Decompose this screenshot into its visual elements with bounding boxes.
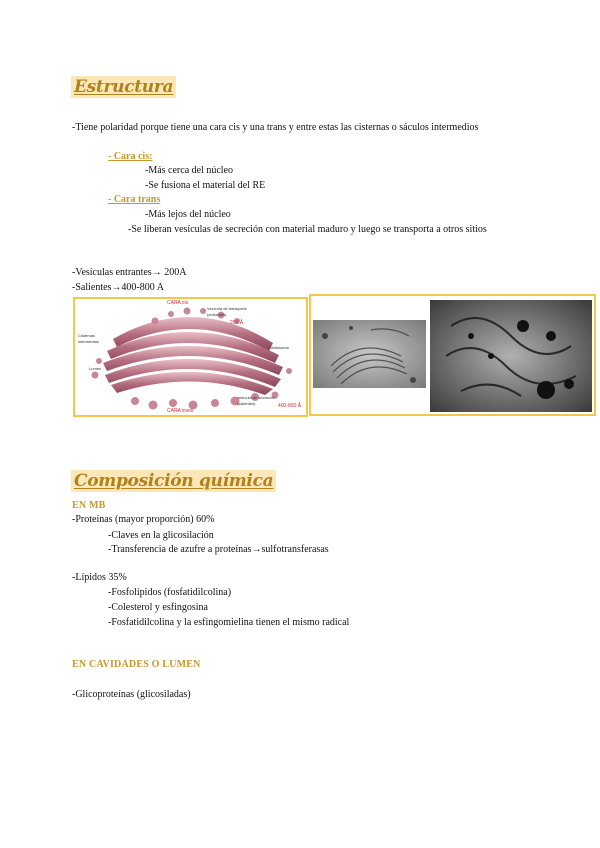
- label-entrantes: (entrantes): [207, 312, 227, 317]
- section-heading-composicion: Composición química: [71, 470, 276, 492]
- label-dictiosoma: Dictiosoma: [269, 345, 289, 350]
- golgi-diagram-figure: [73, 297, 308, 417]
- cara-cis-item: -Se fusiona el material del RE: [145, 180, 266, 191]
- lipidos-item: -Fosfolípidos (fosfatidilcolina): [108, 587, 232, 598]
- label-salientes: (salientes): [237, 401, 256, 406]
- label-cara-cis: CARA cis: [167, 300, 189, 306]
- label-intermedias: intermedias: [78, 339, 99, 344]
- intro-text: -Tiene polaridad porque tiene una cara cis y una trans y entre estas las cisternas o sáculos intermedios: [72, 122, 479, 133]
- cara-trans-item: -Más lejos del núcleo: [145, 209, 231, 220]
- proteinas-item: -Transferencia de azufre a proteínas→sulfotransferasas: [108, 544, 329, 555]
- cara-trans-item: -Se liberan vesículas de secreción con material maduro y luego se transporta a otros sitios: [128, 224, 487, 235]
- label-vesicula-secrecion: vesícula de secreción: [237, 395, 276, 400]
- cara-cis-label: - Cara cis:: [108, 151, 153, 162]
- label-cisternas: Cisternas: [78, 333, 95, 338]
- label-cara-trans: CARA trans: [167, 408, 194, 414]
- label-400-800: 400-800 Å: [278, 403, 302, 409]
- lipidos-text: -Lípidos 35%: [72, 572, 127, 583]
- proteinas-text: -Proteínas (mayor proporción) 60%: [72, 514, 215, 525]
- label-lumen: Lumen: [89, 366, 102, 371]
- lipidos-item: -Fosfatidilcolina y la esfingomielina tienen el mismo radical: [108, 617, 350, 628]
- proteinas-item: -Claves en la glicosilación: [108, 530, 214, 541]
- electron-micrographs: [311, 296, 594, 414]
- vesiculas-salientes: -Salientes→400-800 A: [72, 282, 164, 293]
- cara-cis-item: -Más cerca del núcleo: [145, 165, 234, 176]
- glicoproteinas-text: -Glicoproteínas (glicosiladas): [72, 689, 191, 700]
- en-mb-label: EN MB: [72, 500, 106, 511]
- vesiculas-entrantes: -Vesículas entrantes→ 200A: [72, 267, 187, 278]
- lipidos-item: -Colesterol y esfingosina: [108, 602, 208, 613]
- section-heading-estructura: Estructura: [71, 76, 176, 98]
- label-vesicula-transporte: Vesícula de transporte: [207, 306, 247, 311]
- cara-trans-label: - Cara trans: [108, 194, 161, 205]
- micrographs-figure: [309, 294, 596, 416]
- en-cavidades-label: EN CAVIDADES O LUMEN: [72, 659, 201, 670]
- label-200: 200 Å: [230, 320, 244, 326]
